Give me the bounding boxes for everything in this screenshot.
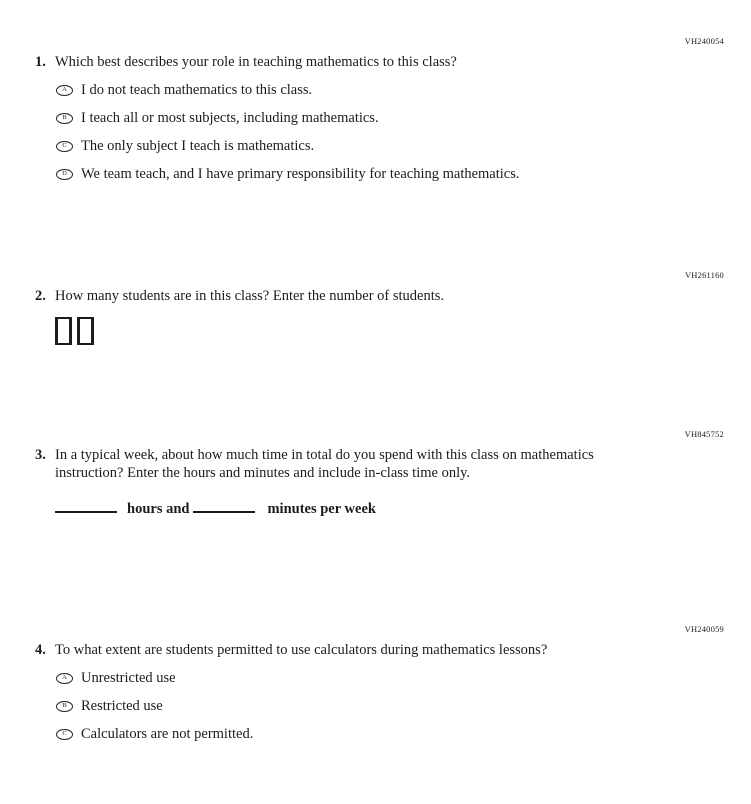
- student-count-entry: [55, 317, 724, 345]
- answer-bubble[interactable]: [56, 113, 73, 124]
- student-count-box-1[interactable]: [55, 317, 72, 345]
- question-text: In a typical week, about how much time in total do you spend with this class on mathematics instruction? Enter the hours and minutes and include in-class time only.: [55, 447, 594, 481]
- hours-input-blank[interactable]: [55, 497, 117, 513]
- minutes-label: minutes per week: [267, 501, 376, 517]
- answer-option-label: Calculators are not permitted.: [81, 726, 254, 742]
- answer-bubble[interactable]: [56, 141, 73, 152]
- bubble-letter: D: [62, 170, 67, 178]
- answer-option: [56, 727, 724, 742]
- question-code: VH240059: [684, 624, 724, 634]
- answer-bubble[interactable]: [56, 85, 73, 96]
- time-entry-row: [55, 497, 724, 518]
- answer-option: [56, 699, 724, 714]
- bubble-letter: A: [62, 86, 67, 94]
- hours-label: hours and: [127, 501, 190, 517]
- question-code: VH845752: [684, 429, 724, 439]
- answer-option-label: I do not teach mathematics to this class.: [81, 82, 313, 98]
- question-block-1: [35, 36, 724, 195]
- answer-option-label: Restricted use: [81, 698, 163, 714]
- question-code: VH240054: [684, 36, 724, 46]
- answer-bubble[interactable]: [56, 701, 73, 712]
- answer-option: [56, 139, 724, 154]
- answer-option-label: Unrestricted use: [81, 670, 176, 686]
- bubble-letter: C: [62, 730, 67, 738]
- bubble-letter: A: [62, 674, 67, 682]
- question-text: To what extent are students permitted to use calculators during mathematics lessons?: [55, 642, 548, 658]
- question-text: Which best describes your role in teaching mathematics to this class?: [55, 54, 457, 70]
- question-code: VH261160: [684, 270, 724, 280]
- question-number: 3.: [35, 447, 46, 463]
- answer-bubble[interactable]: [56, 673, 73, 684]
- question-block-2: [35, 270, 724, 345]
- question-number: 2.: [35, 288, 46, 304]
- minutes-input-blank[interactable]: [193, 497, 255, 513]
- bubble-letter: B: [62, 702, 67, 710]
- answer-bubble[interactable]: [56, 169, 73, 180]
- question-block-3: [35, 429, 724, 518]
- question-text: How many students are in this class? Enter the number of students.: [55, 288, 445, 304]
- question-block-4: [35, 624, 724, 755]
- student-count-box-2[interactable]: [77, 317, 94, 345]
- bubble-letter: B: [62, 114, 67, 122]
- answer-option: [56, 671, 724, 686]
- answer-option-label: The only subject I teach is mathematics.: [81, 138, 315, 154]
- answer-option: [56, 83, 724, 98]
- answer-option: [56, 167, 724, 182]
- answer-options: [56, 671, 724, 742]
- answer-option-label: We team teach, and I have primary responsibility for teaching mathematics.: [81, 166, 520, 182]
- answer-options: [56, 83, 724, 182]
- answer-option-label: I teach all or most subjects, including mathematics.: [81, 110, 379, 126]
- question-number: 1.: [35, 54, 46, 70]
- question-number: 4.: [35, 642, 46, 658]
- answer-bubble[interactable]: [56, 729, 73, 740]
- answer-option: [56, 111, 724, 126]
- bubble-letter: C: [62, 142, 67, 150]
